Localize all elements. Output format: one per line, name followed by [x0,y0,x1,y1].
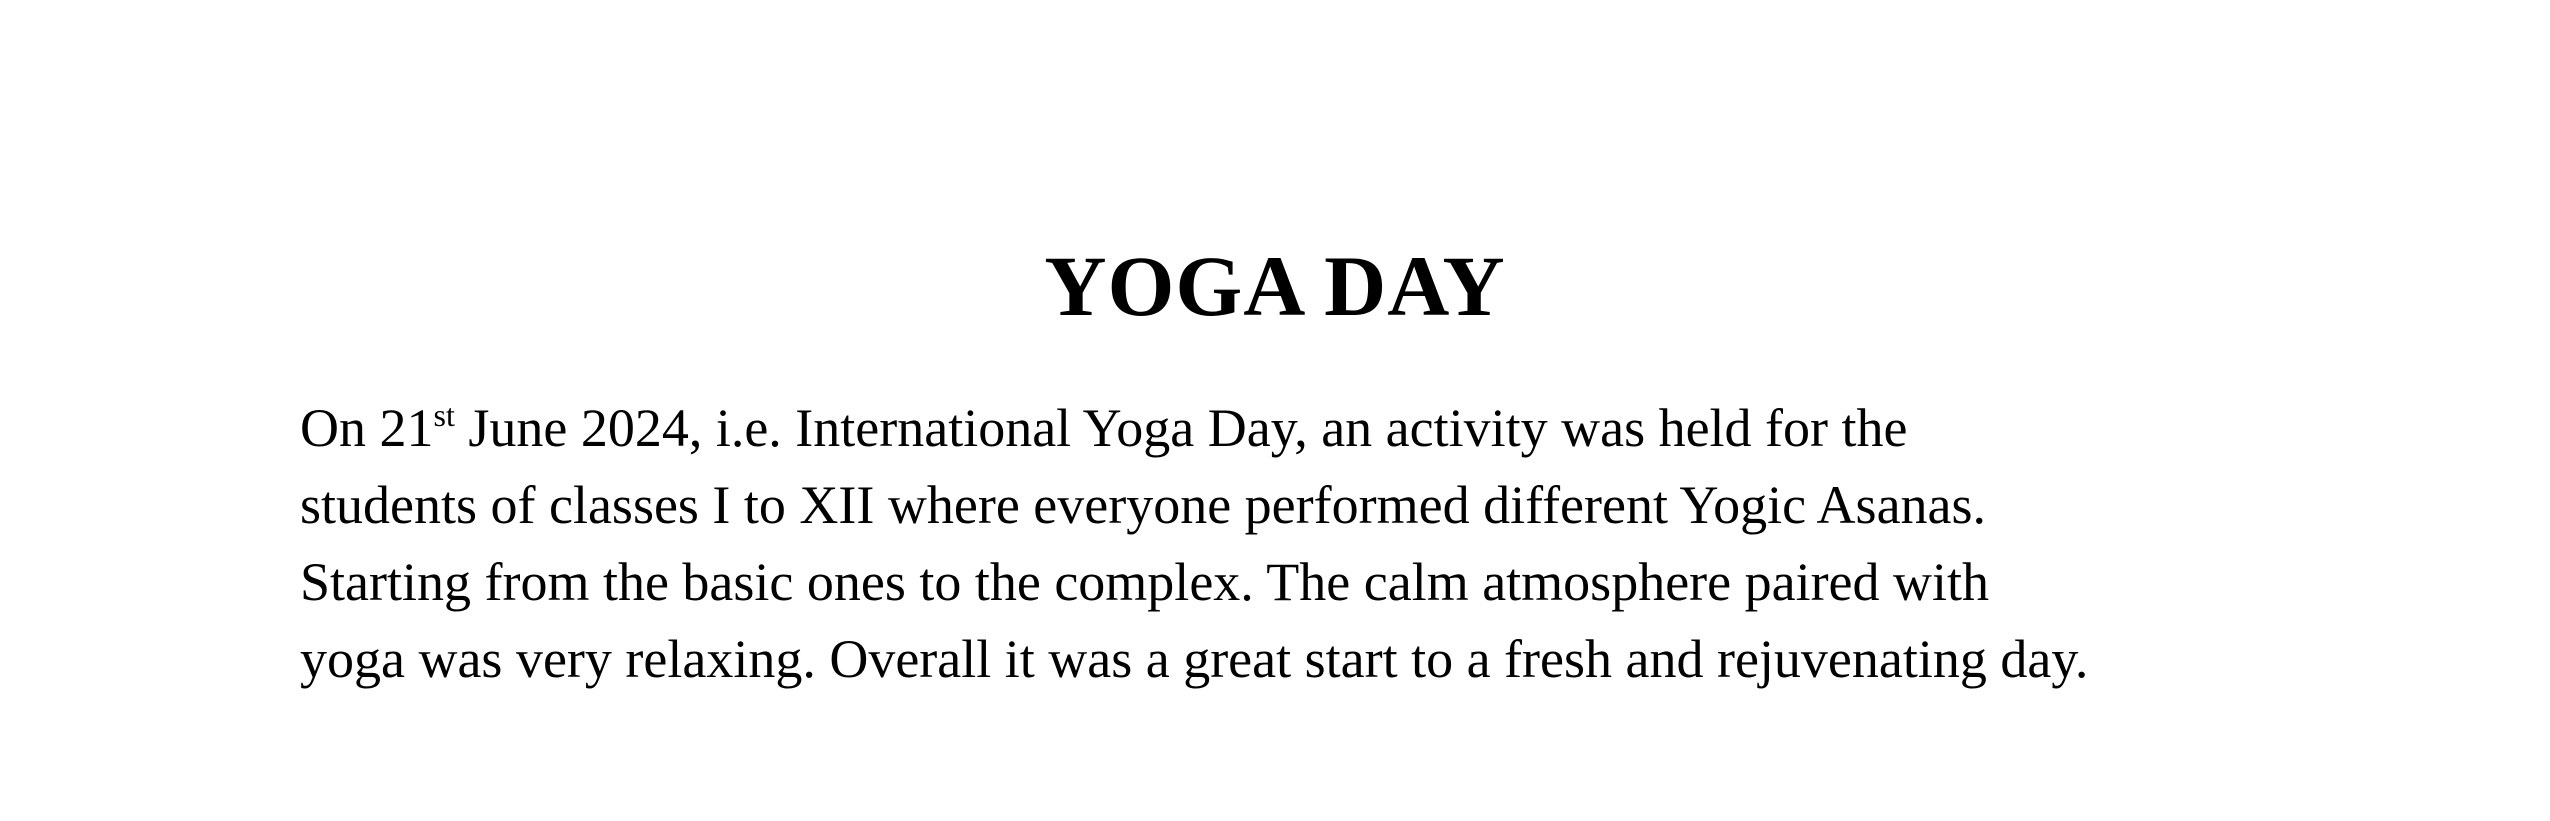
paragraph-line-1 [300,390,2300,467]
paragraph-line-2: students of classes I to XII where everyone performed different Yogic Asanas. [300,475,1987,535]
document-title: YOGA DAY [1044,238,1506,334]
line-1-end: June 2024, i.e. International Yoga Day, an activity was held for the [454,398,1908,458]
paragraph-line-4: yoga was very relaxing. Overall it was a great start to a fresh and rejuvenating day. [300,629,2089,689]
ordinal-suffix: st [433,397,455,433]
line-1-start: On 21 [300,398,434,458]
body-paragraph [300,390,2300,698]
paragraph-line-3: Starting from the basic ones to the complex. The calm atmosphere paired with [300,552,1990,612]
